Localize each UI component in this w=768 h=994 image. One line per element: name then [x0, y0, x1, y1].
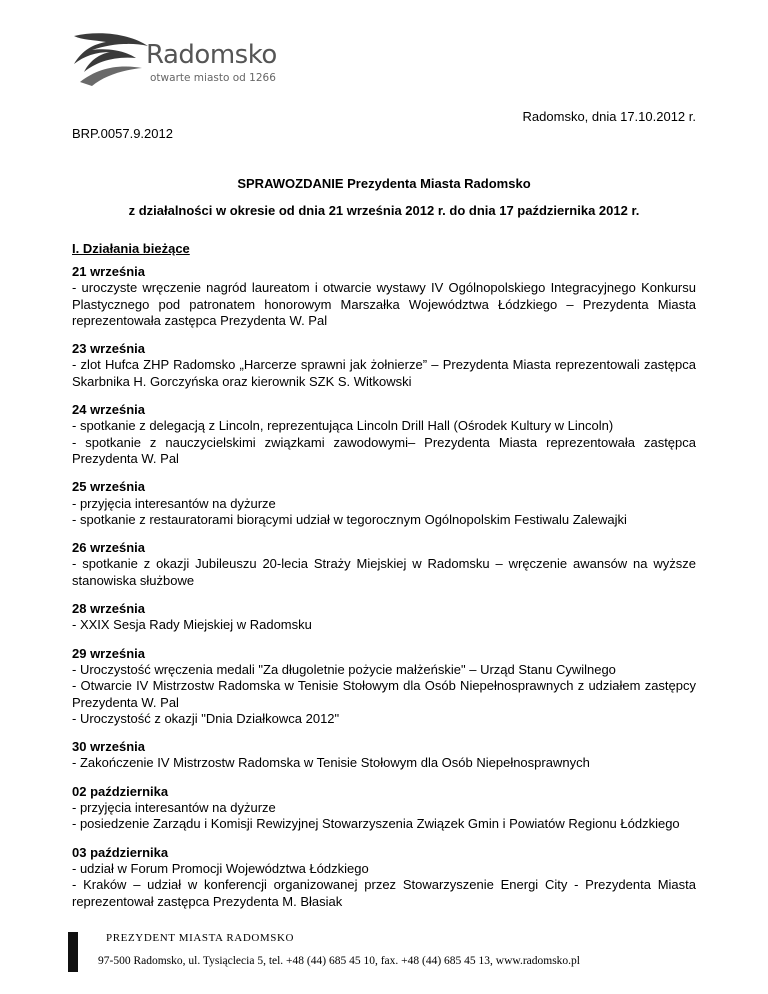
entry-line: - Zakończenie IV Mistrzostw Radomska w Tenisie Stołowym dla Osób Niepełnosprawnych — [72, 755, 590, 771]
logo-name: Radomsko — [146, 40, 277, 70]
entry-line: - XXIX Sesja Rady Miejskiej w Radomsku — [72, 617, 312, 633]
entry-line: - spotkanie z delegacją z Lincoln, reprezentująca Lincoln Drill Hall (Ośrodek Kultury w Lincoln) — [72, 418, 614, 434]
entry-line: - spotkanie z restauratorami biorącymi udział w tegorocznym Ogólnopolskim Festiwalu Zalewajki — [72, 511, 627, 527]
entry-line: - uroczyste wręczenie nagród laureatom i otwarcie wystawy IV Ogólnopolskiego Integracyjnego Konkursu Plastycznego pod patronatem honorowym Marszałka Województwa Łódzkiego – Prezydenta Miasta reprezentowała zastępca Prezydenta W. Pal — [72, 280, 696, 328]
entry-line: - zlot Hufca ZHP Radomsko „Harcerze sprawni jak żołnierze” – Prezydenta Miasta reprezentowali zastępca Skarbnika H. Gorczyńska oraz kierownik SZK S. Witkowski — [72, 357, 696, 389]
entry-line: - przyjęcia interesantów na dyżurze — [72, 495, 276, 511]
list-item — [72, 784, 696, 833]
list-item — [72, 341, 696, 390]
entry-date: 30 września — [72, 739, 145, 755]
reference-number: BRP.0057.9.2012 — [72, 126, 173, 141]
entry-line: - przyjęcia interesantów na dyżurze — [72, 800, 276, 816]
entry-date: 29 września — [72, 645, 145, 661]
footer-address: 97-500 Radomsko, ul. Tysiąclecia 5, tel. +48 (44) 685 45 10, fax. +48 (44) 685 45 13, www.radomsko.pl — [98, 955, 581, 967]
list-item — [72, 739, 696, 772]
entry-line: - Kraków – udział w konferencji organizowanej przez Stowarzyszenie Energi City - Prezydenta Miasta reprezentował zastępca Prezydenta M. Błasiak — [72, 877, 696, 909]
entry-date: 25 września — [72, 479, 145, 495]
entry-line: - Uroczystość wręczenia medali "Za długoletnie pożycie małżeńskie" – Urząd Stanu Cywilnego — [72, 661, 616, 677]
list-item — [72, 540, 696, 589]
list-item — [72, 264, 696, 329]
entry-line: - spotkanie z nauczycielskimi związkami zawodowymi– Prezydenta Miasta reprezentowała zastępca Prezydenta W. Pal — [72, 434, 696, 466]
list-item — [72, 402, 696, 467]
section-heading: I. Działania bieżące — [72, 241, 190, 256]
city-date: Radomsko, dnia 17.10.2012 r. — [522, 109, 696, 124]
footer-name: PREZYDENT MIASTA RADOMSKO — [106, 932, 295, 944]
list-item — [72, 845, 696, 910]
entry-date: 23 września — [72, 341, 145, 357]
entry-line: - spotkanie z okazji Jubileuszu 20-lecia Straży Miejskiej w Radomsku – wręczenie awansów na wyższe stanowiska służbowe — [72, 556, 696, 588]
list-item — [72, 646, 696, 727]
entry-line: - udział w Forum Promocji Województwa Łódzkiego — [72, 860, 369, 876]
report-title: SPRAWOZDANIE Prezydenta Miasta Radomsko — [237, 176, 531, 191]
footer-bar — [68, 932, 78, 972]
entry-date: 21 września — [72, 264, 145, 279]
entry-date: 26 września — [72, 540, 145, 556]
entry-date: 02 października — [72, 783, 169, 799]
entry-line: - Otwarcie IV Mistrzostw Radomska w Tenisie Stołowym dla Osób Niepełnosprawnych z udziałem zastępcy Prezydenta W. Pal — [72, 678, 696, 710]
entry-date: 28 września — [72, 601, 145, 617]
logo-tagline: otwarte miasto od 1266 — [150, 72, 276, 84]
entry-date: 03 października — [72, 844, 169, 860]
entry-line: - posiedzenie Zarządu i Komisji Rewizyjnej Stowarzyszenia Związek Gmin i Powiatów Regionu Łódzkiego — [72, 816, 680, 832]
entry-date: 24 września — [72, 402, 145, 418]
report-period: z działalności w okresie od dnia 21 września 2012 r. do dnia 17 października 2012 r. — [128, 203, 640, 218]
logo-swoosh-icon — [70, 28, 150, 90]
radomsko-logo — [70, 28, 290, 90]
list-item — [72, 479, 696, 528]
entry-line: - Uroczystość z okazji "Dnia Działkowca 2012" — [72, 710, 340, 726]
entries-list — [72, 264, 696, 922]
list-item — [72, 601, 696, 634]
